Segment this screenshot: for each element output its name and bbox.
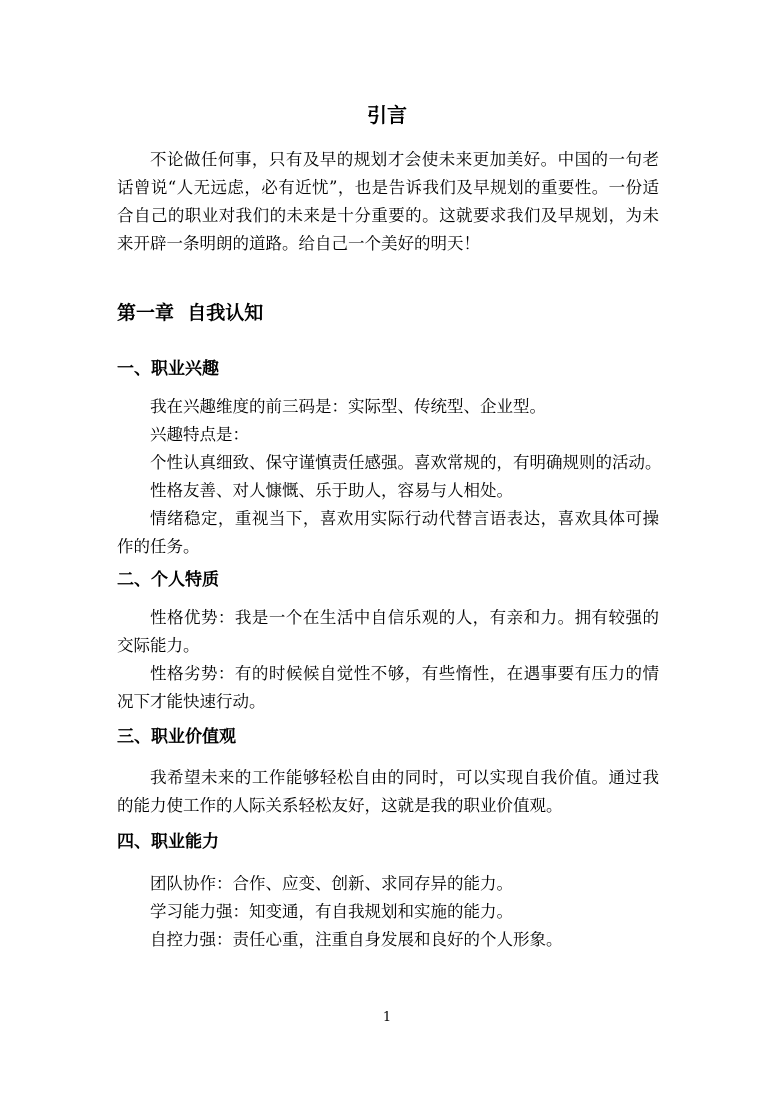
section-heading-traits: 二、个人特质	[117, 570, 219, 590]
intro-paragraph: 不论做任何事，只有及早的规划才会使未来更加美好。中国的一句老话曾说“人无远虑，必有近忧”，也是告诉我们及早规划的重要性。一份适合自己的职业对我们的未来是十分重要的。这就要求我们及早规划，为未来开辟一条明朗的道路。给自己一个美好的明天！	[117, 150, 659, 253]
interest-paragraph: 情绪稳定，重视当下，喜欢用实际行动代替言语表达，喜欢具体可操作的任务。	[117, 509, 659, 556]
values-paragraph: 我希望未来的工作能够轻松自由的同时，可以实现自我价值。通过我的能力使工作的人际关系轻松友好，这就是我的职业价值观。	[117, 768, 659, 815]
section-heading-ability: 四、职业能力	[117, 832, 219, 852]
page-number: 1	[382, 1010, 392, 1025]
interest-line-3: 个性认真细致、保守谨慎责任感强。喜欢常规的，有明确规则的活动。	[150, 453, 662, 472]
ability-line-1: 团队协作：合作、应变、创新、求同存异的能力。	[150, 874, 513, 893]
interest-line-4: 性格友善、对人慷慨、乐于助人，容易与人相处。	[150, 481, 513, 500]
ability-line-3: 自控力强：责任心重，注重自身发展和良好的个人形象。	[150, 930, 563, 949]
section-heading-interest: 一、职业兴趣	[117, 359, 219, 379]
traits-strength-paragraph: 性格优势：我是一个在生活中自信乐观的人，有亲和力。拥有较强的交际能力。	[117, 608, 659, 655]
interest-line-1: 我在兴趣维度的前三码是：实际型、传统型、企业型。	[150, 397, 546, 416]
page-title: 引言	[367, 103, 407, 127]
interest-line-2: 兴趣特点是：	[150, 425, 249, 444]
section-heading-values: 三、职业价值观	[117, 727, 236, 747]
traits-weakness-paragraph: 性格劣势：有的时候候自觉性不够，有些惰性，在遇事要有压力的情况下才能快速行动。	[117, 664, 659, 711]
ability-line-2: 学习能力强：知变通，有自我规划和实施的能力。	[150, 902, 513, 921]
chapter-heading: 第一章 自我认知	[117, 302, 264, 324]
